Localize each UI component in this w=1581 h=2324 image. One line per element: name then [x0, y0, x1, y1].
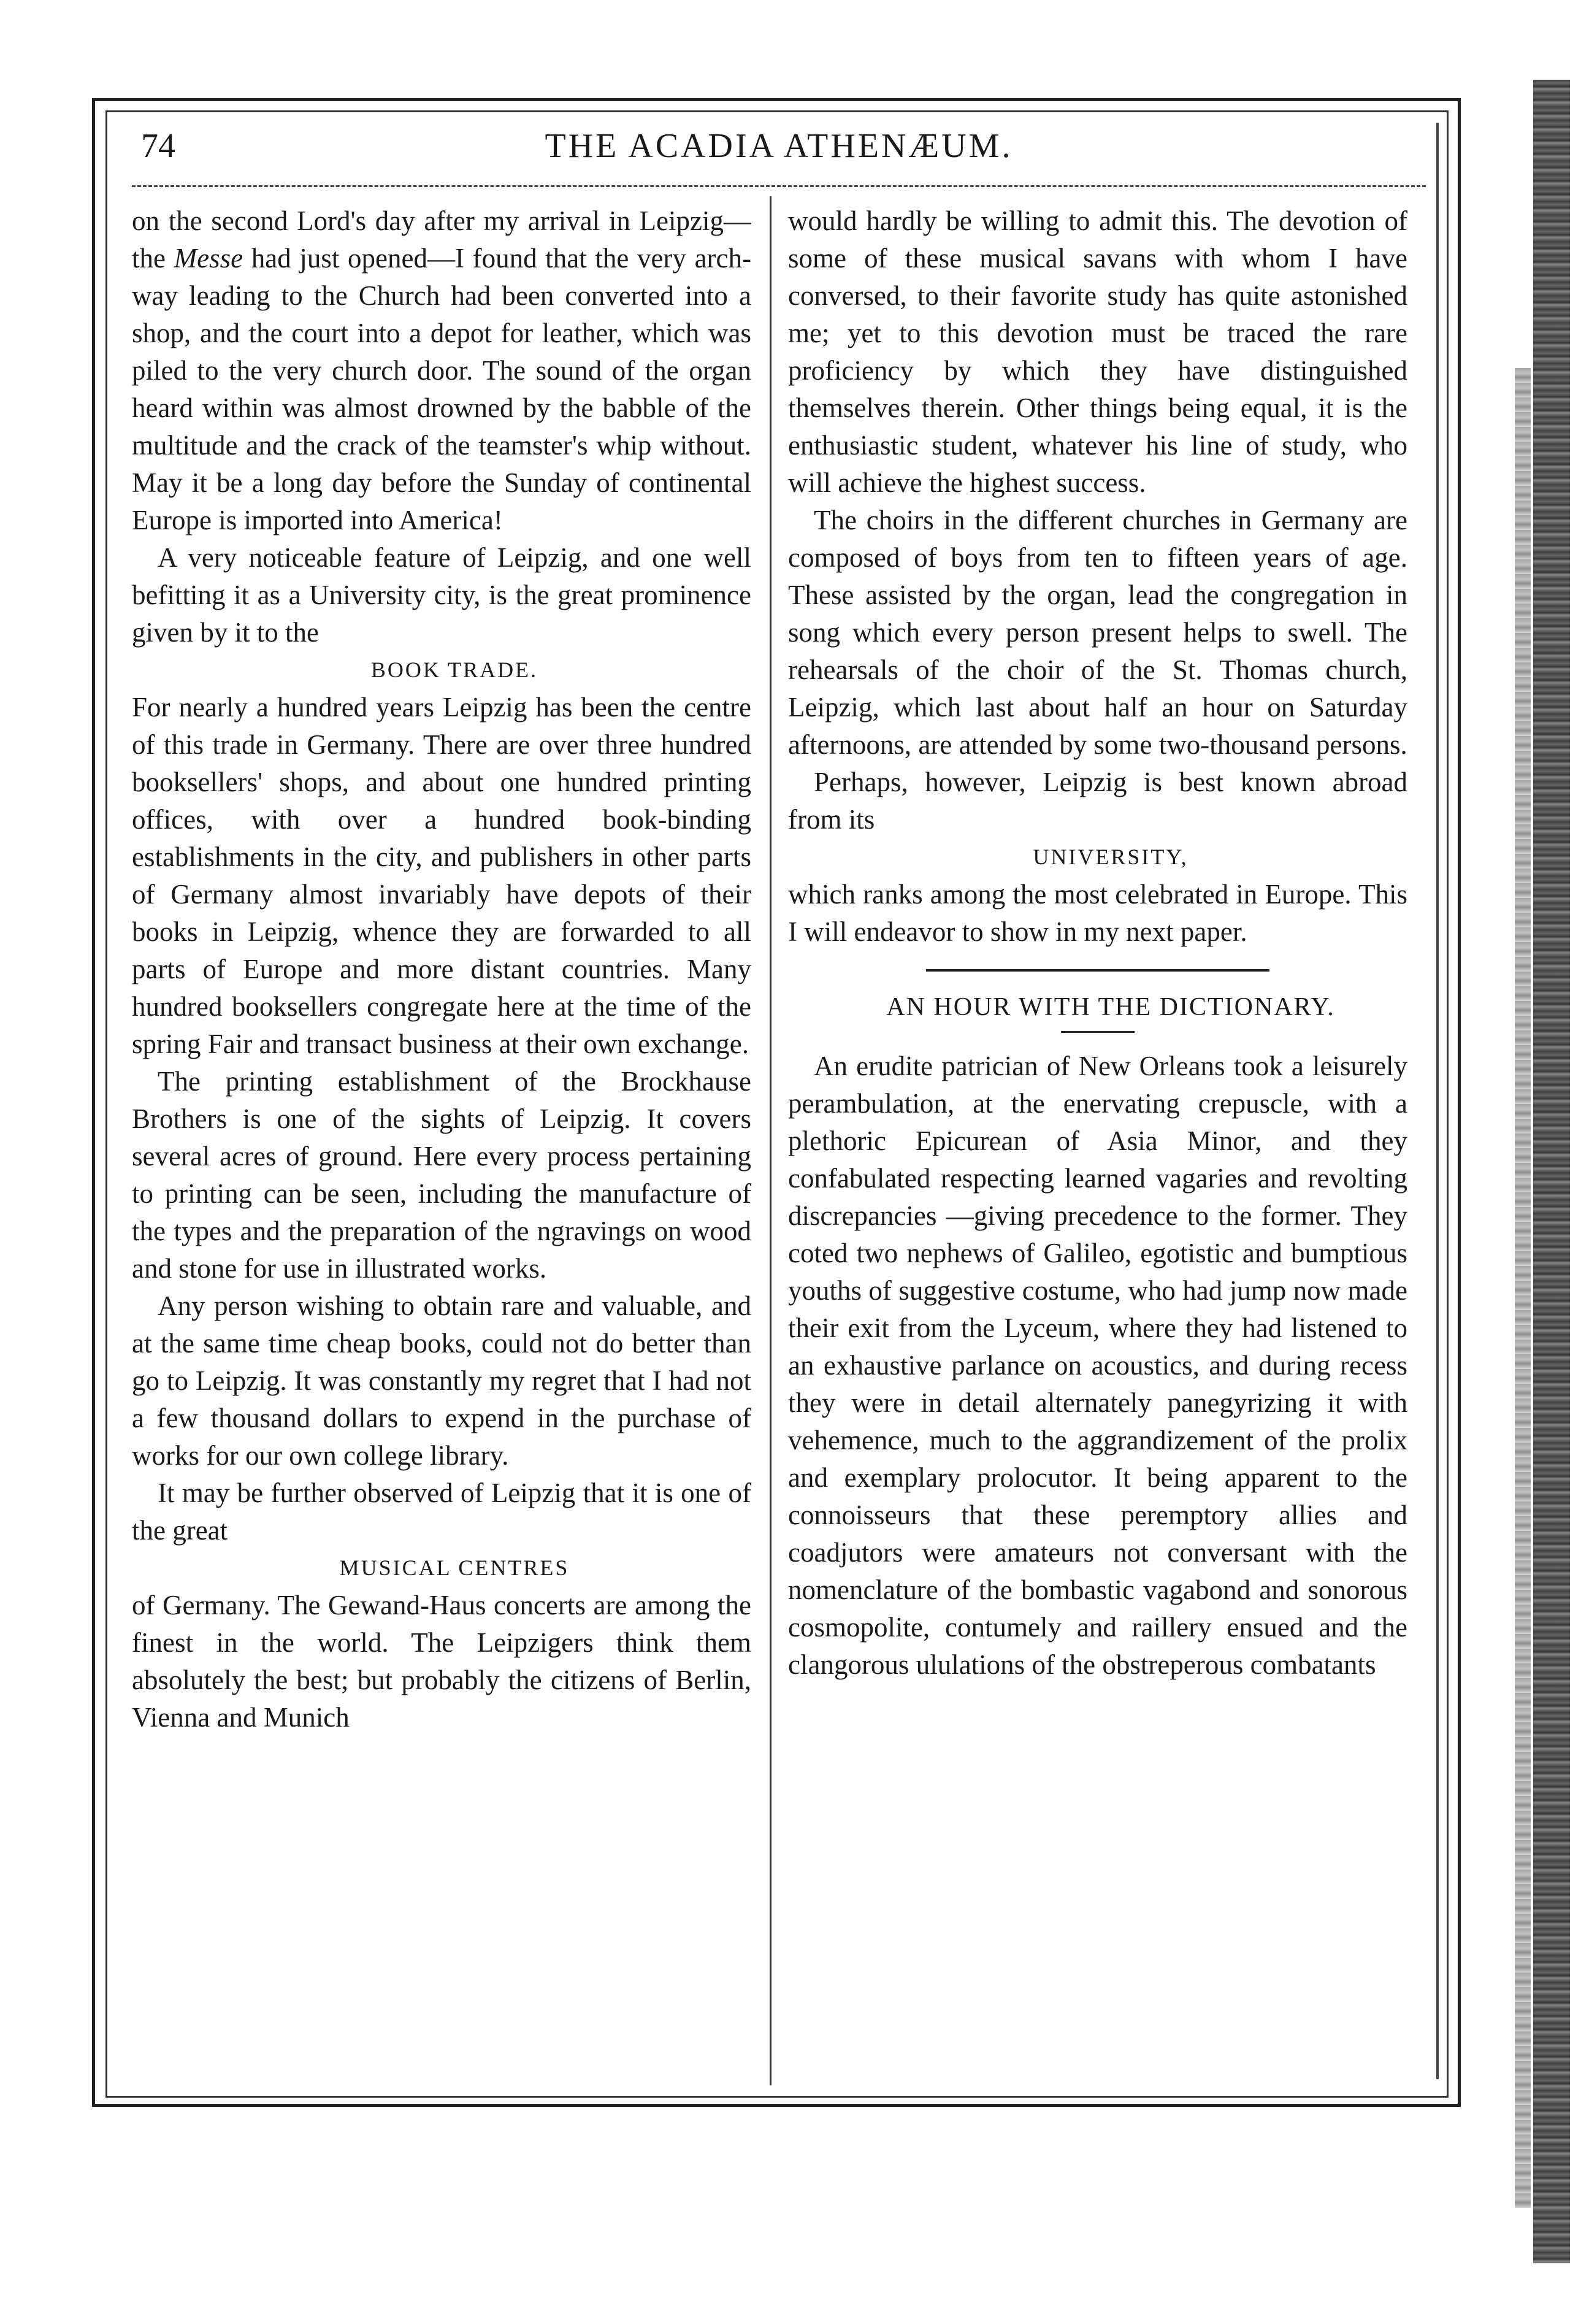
article-separator-rule — [926, 969, 1269, 972]
title-underline-rule — [1061, 1031, 1135, 1033]
article-title: AN HOUR WITH THE DICTIONARY. — [886, 993, 1335, 1021]
section-subheading: BOOK TRADE. — [370, 658, 538, 682]
paragraph: which ranks among the most celebrated in Europe. This I will endeavor to show in my next paper. — [788, 879, 1407, 947]
paragraph: Perhaps, however, Leipzig is best known abroad from its — [788, 767, 1407, 835]
paragraph: A very noticeable feature of Leipzig, and one well befitting it as a University city, is the great prominence given by it to the — [132, 542, 751, 648]
paragraph-text: had just opened—I found that the very arch-way leading to the Church had been converted into a shop, and the court into a depot for leather, which was piled to the very church door. The sound of the organ heard within was almost drowned by the babble of the multitude and the crack of the teamster's whip without. May it be a long day before the Sunday of continental Europe is imported into America! — [132, 243, 751, 535]
header-rule — [132, 185, 1426, 187]
column-divider — [770, 196, 771, 2085]
scanned-page-edge-shadow — [1515, 368, 1531, 2208]
italic-term: Messe — [174, 243, 243, 274]
paragraph: An erudite patrician of New Orleans took a leisurely perambulation, at the enervating crepuscle, with a plethoric Epicurean of Asia Minor, and they confabulated respecting learned vagaries and revolting discrepancies —giving precedence to the former. They coted two nephews of Galileo, egotistic and bumptious youths of suggestive costume, who had jump now made their exit from the Lyceum, where they had listened to an exhaustive parlance on acoustics, and during recess they were in detail alternately panegyrizing it with vehemence, much to the aggrandizement of the prolix and exemplary prolocutor. It being apparent to the connoisseurs that these peremptory allies and coadjutors were amateurs not conversant with the nomenclature of the bombastic vagabond and sonorous cosmopolite, contumely and raillery ensued and the clangorous ululations of the obstreperous combatants — [788, 1051, 1407, 1680]
paragraph: The printing establishment of the Brockhause Brothers is one of the sights of Leipzig. It covers several acres of ground. Here every process pertaining to printing can be seen, including the manufacture of the types and the preparation of the ngravings on wood and stone for use in illustrated works. — [132, 1066, 751, 1284]
section-subheading: UNIVERSITY, — [1033, 845, 1189, 869]
paragraph-text: on the second Lord's day after my arrival in Leipzig—the — [132, 205, 751, 274]
page-number: 74 — [141, 127, 175, 165]
page-header — [129, 120, 1429, 194]
paragraph: It may be further observed of Leipzig that it is one of the great — [132, 1478, 751, 1546]
paragraph: The choirs in the different churches in Germany are composed of boys from ten to fifteen years of age. These assisted by the organ, lead the congregation in song which every person present helps to swell. The rehearsals of the choir of the St. Thomas church, Leipzig, which last about half an hour on Saturday afternoons, are attended by some two-thousand persons. — [788, 505, 1407, 760]
scanned-page-edge — [1533, 80, 1570, 2263]
section-subheading: MUSICAL CENTRES — [339, 1555, 570, 1580]
page-frame-right-rule — [1436, 123, 1439, 2079]
paragraph — [132, 202, 751, 539]
paragraph: Any person wishing to obtain rare and valuable, and at the same time cheap books, could not do better than go to Leipzig. It was constantly my regret that I had not a few thousand dollars to expend in the purchase of works for our own college library. — [132, 1290, 751, 1471]
paragraph: would hardly be willing to admit this. The devotion of some of these musical savans with whom I have conversed, to their favorite study has quite astonished me; yet to this devotion must be traced the rare proficiency by which they have distinguished themselves therein. Other things being equal, it is the enthusiastic student, whatever his line of study, who will achieve the highest success. — [788, 205, 1407, 498]
right-column — [788, 202, 1407, 2092]
paragraph: For nearly a hundred years Leipzig has been the centre of this trade in Germany. There are over three hundred booksellers' shops, and about one hundred printing offices, with over a hundred book-binding establishments in the city, and publishers in other parts of Germany almost invariably have depots of their books in Leipzig, whence they are forwarded to all parts of Europe and more distant countries. Many hundred booksellers congregate here at the time of the spring Fair and transact business at their own exchange. — [132, 692, 751, 1059]
running-title: THE ACADIA ATHENÆUM. — [545, 127, 1013, 165]
paragraph: of Germany. The Gewand-Haus concerts are among the finest in the world. The Leipzigers think them absolutely the best; but probably the citizens of Berlin, Vienna and Munich — [132, 1590, 751, 1733]
left-column — [132, 202, 751, 2092]
